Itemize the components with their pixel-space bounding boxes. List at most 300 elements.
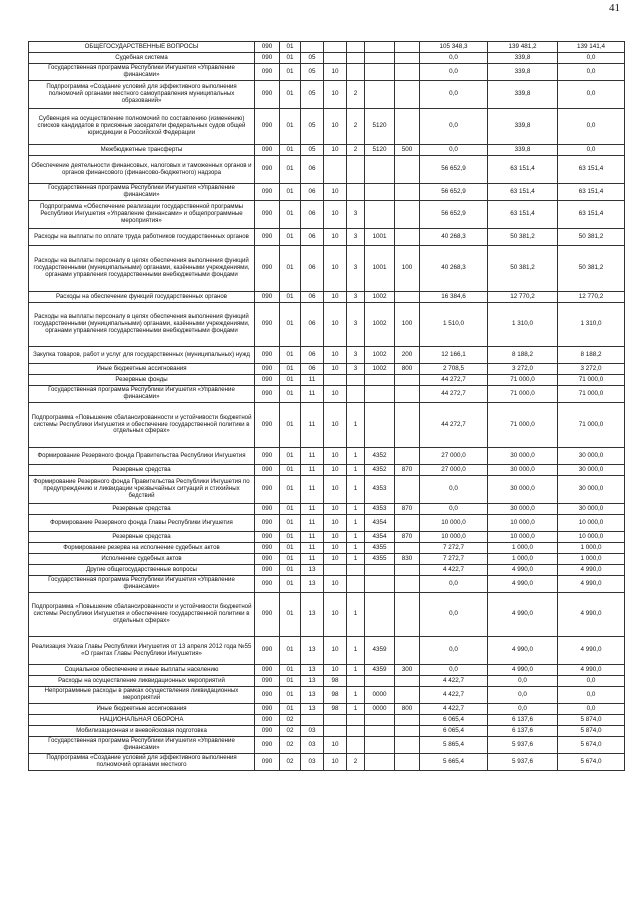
row-cell: 05 (301, 81, 324, 109)
table-row (29, 386, 625, 403)
row-cell: 090 (255, 687, 280, 704)
row-cell: 05 (301, 64, 324, 81)
row-cell (347, 565, 365, 576)
row-cell: 4355 (365, 554, 395, 565)
row-cell (395, 229, 420, 246)
row-cell: 06 (301, 292, 324, 303)
row-cell: 01 (280, 665, 301, 676)
row-cell: 090 (255, 726, 280, 737)
row-cell: 090 (255, 109, 280, 145)
row-cell: 10 000,0 (488, 515, 558, 532)
row-cell: 100 (395, 303, 420, 347)
row-name: Государственная программа Республики Ингушетия «Управление финансами» (29, 386, 255, 403)
table-row (29, 515, 625, 532)
row-cell: 01 (280, 554, 301, 565)
row-cell: 10 (324, 364, 347, 375)
table-row (29, 109, 625, 145)
row-cell: 139 141,4 (558, 42, 625, 53)
row-cell: 3 (347, 347, 365, 364)
row-cell: 0,0 (558, 53, 625, 64)
table-row (29, 715, 625, 726)
row-cell (365, 42, 395, 53)
row-cell: 4 422,7 (420, 704, 488, 715)
row-cell: 30 000,0 (488, 465, 558, 476)
row-name: Иные бюджетные ассигнования (29, 704, 255, 715)
row-cell: 30 000,0 (558, 504, 625, 515)
row-cell: 01 (280, 201, 301, 229)
row-cell: 4 422,7 (420, 565, 488, 576)
row-cell: 2 (347, 754, 365, 771)
row-cell (347, 64, 365, 81)
row-cell: 4 990,0 (488, 593, 558, 637)
row-cell: 63 151,4 (488, 156, 558, 184)
row-cell (324, 565, 347, 576)
row-cell (324, 156, 347, 184)
row-cell: 13 (301, 576, 324, 593)
row-cell: 1 000,0 (558, 554, 625, 565)
table-row (29, 543, 625, 554)
row-cell: 1002 (365, 303, 395, 347)
row-cell: 090 (255, 543, 280, 554)
row-cell: 6 137,6 (488, 726, 558, 737)
row-cell: 27 000,0 (420, 465, 488, 476)
row-cell: 4 422,7 (420, 676, 488, 687)
row-cell (395, 754, 420, 771)
row-cell: 01 (280, 303, 301, 347)
row-name: Подпрограмма «Повышение сбалансированности и устойчивости бюджетной системы Республики Ингушетия и обеспечение государственной политики в отдельных сферах» (29, 593, 255, 637)
row-name: Расходы на обеспечение функций государственных органов (29, 292, 255, 303)
row-cell: 0,0 (488, 704, 558, 715)
row-cell: 63 151,4 (558, 201, 625, 229)
row-cell: 5 865,4 (420, 737, 488, 754)
row-cell: 01 (280, 637, 301, 665)
row-cell (347, 156, 365, 184)
row-cell: 4 990,0 (558, 593, 625, 637)
table-row (29, 754, 625, 771)
row-cell: 71 000,0 (558, 375, 625, 386)
row-cell: 71 000,0 (488, 386, 558, 403)
row-cell: 1001 (365, 229, 395, 246)
row-cell (347, 576, 365, 593)
row-cell (347, 676, 365, 687)
row-cell: 10 (324, 145, 347, 156)
row-name: Подпрограмма «Создание условий для эффективного выполнения полномочий органами местного самоуправления муниципальных образований» (29, 81, 255, 109)
row-cell: 8 188,2 (488, 347, 558, 364)
row-name: Закупка товаров, работ и услуг для государственных (муниципальных) нужд (29, 347, 255, 364)
row-cell: 1 310,0 (558, 303, 625, 347)
row-name: Исполнение судебных актов (29, 554, 255, 565)
row-cell (365, 737, 395, 754)
row-cell: 1 000,0 (488, 554, 558, 565)
row-cell (347, 375, 365, 386)
row-cell: 0,0 (420, 504, 488, 515)
row-cell (395, 543, 420, 554)
row-cell: 1 (347, 543, 365, 554)
row-cell: 01 (280, 676, 301, 687)
row-cell: 090 (255, 504, 280, 515)
row-cell: 03 (301, 726, 324, 737)
row-cell: 1 (347, 515, 365, 532)
row-cell: 7 272,7 (420, 554, 488, 565)
row-cell: 10 (324, 386, 347, 403)
row-cell (395, 676, 420, 687)
row-cell: 090 (255, 347, 280, 364)
table-row (29, 156, 625, 184)
row-cell: 2 (347, 81, 365, 109)
row-cell: 1002 (365, 364, 395, 375)
row-cell: 13 (301, 676, 324, 687)
row-cell: 10 000,0 (558, 515, 625, 532)
row-cell: 01 (280, 704, 301, 715)
row-cell: 56 652,9 (420, 184, 488, 201)
row-cell: 10 000,0 (488, 532, 558, 543)
table-row (29, 303, 625, 347)
table-row (29, 184, 625, 201)
row-cell: 090 (255, 364, 280, 375)
row-cell (395, 726, 420, 737)
row-name: Резервные средства (29, 504, 255, 515)
row-cell: 63 151,4 (558, 184, 625, 201)
row-cell: 01 (280, 543, 301, 554)
row-cell: 090 (255, 576, 280, 593)
row-cell: 090 (255, 715, 280, 726)
row-cell (301, 42, 324, 53)
row-cell (395, 565, 420, 576)
row-cell: 4353 (365, 504, 395, 515)
row-cell: 10 (324, 593, 347, 637)
table-row (29, 201, 625, 229)
row-cell: 1 510,0 (420, 303, 488, 347)
row-cell: 10 (324, 448, 347, 465)
row-cell: 339,8 (488, 81, 558, 109)
row-cell: 10 (324, 515, 347, 532)
row-cell: 10 (324, 554, 347, 565)
row-cell: 090 (255, 704, 280, 715)
row-cell: 5 674,0 (558, 737, 625, 754)
row-cell: 0,0 (420, 476, 488, 504)
table-row (29, 637, 625, 665)
row-cell: 50 381,2 (488, 246, 558, 292)
row-cell (324, 42, 347, 53)
row-cell: 870 (395, 504, 420, 515)
row-cell: 63 151,4 (558, 156, 625, 184)
row-cell: 11 (301, 386, 324, 403)
table-row (29, 737, 625, 754)
table-row (29, 145, 625, 156)
table-row (29, 504, 625, 515)
row-name: НАЦИОНАЛЬНАЯ ОБОРОНА (29, 715, 255, 726)
row-name: Государственная программа Республики Ингушетия «Управление финансами» (29, 64, 255, 81)
row-cell: 30 000,0 (558, 465, 625, 476)
row-cell: 0,0 (420, 576, 488, 593)
row-cell: 3 272,0 (558, 364, 625, 375)
row-cell: 12 770,2 (488, 292, 558, 303)
row-cell: 06 (301, 229, 324, 246)
row-cell: 05 (301, 145, 324, 156)
row-cell: 090 (255, 565, 280, 576)
row-cell: 6 065,4 (420, 726, 488, 737)
row-cell: 1001 (365, 246, 395, 292)
row-cell: 12 770,2 (558, 292, 625, 303)
row-cell: 11 (301, 448, 324, 465)
row-cell (365, 576, 395, 593)
table-row (29, 229, 625, 246)
row-cell: 11 (301, 532, 324, 543)
row-cell: 090 (255, 229, 280, 246)
row-cell: 090 (255, 375, 280, 386)
row-cell: 5 937,6 (488, 737, 558, 754)
row-cell: 090 (255, 476, 280, 504)
row-cell (395, 375, 420, 386)
row-cell: 090 (255, 593, 280, 637)
row-cell: 1 310,0 (488, 303, 558, 347)
table-row (29, 246, 625, 292)
row-cell: 01 (280, 687, 301, 704)
row-cell: 8 188,2 (558, 347, 625, 364)
row-cell: 0,0 (420, 637, 488, 665)
row-cell (347, 42, 365, 53)
row-cell: 01 (280, 109, 301, 145)
row-cell: 10 (324, 465, 347, 476)
row-cell (395, 156, 420, 184)
row-cell: 0,0 (558, 64, 625, 81)
row-cell (347, 386, 365, 403)
row-cell: 4354 (365, 515, 395, 532)
row-cell: 44 272,7 (420, 375, 488, 386)
table-row (29, 364, 625, 375)
row-cell: 13 (301, 704, 324, 715)
row-cell: 6 065,4 (420, 715, 488, 726)
table-row (29, 403, 625, 448)
table-row (29, 665, 625, 676)
row-name: Расходы на выплаты по оплате труда работников государственных органов (29, 229, 255, 246)
row-cell: 10 (324, 576, 347, 593)
row-cell (347, 726, 365, 737)
row-cell: 13 (301, 565, 324, 576)
row-cell: 1 (347, 665, 365, 676)
row-cell: 01 (280, 465, 301, 476)
row-cell: 090 (255, 201, 280, 229)
row-cell: 01 (280, 403, 301, 448)
row-cell: 13 (301, 637, 324, 665)
row-cell: 01 (280, 364, 301, 375)
row-cell: 01 (280, 532, 301, 543)
row-cell: 5 665,4 (420, 754, 488, 771)
row-cell (395, 184, 420, 201)
row-name: Межбюджетные трансферты (29, 145, 255, 156)
row-cell: 1 (347, 504, 365, 515)
row-cell: 090 (255, 676, 280, 687)
row-cell: 30 000,0 (488, 476, 558, 504)
row-cell: 06 (301, 303, 324, 347)
row-cell: 10 (324, 403, 347, 448)
row-cell (365, 754, 395, 771)
row-cell: 090 (255, 754, 280, 771)
row-cell: 1 (347, 465, 365, 476)
row-cell: 139 481,2 (488, 42, 558, 53)
row-cell: 11 (301, 554, 324, 565)
row-cell: 0,0 (420, 665, 488, 676)
row-cell (365, 593, 395, 637)
row-cell (395, 593, 420, 637)
row-cell (365, 53, 395, 64)
row-cell (324, 375, 347, 386)
row-cell (395, 687, 420, 704)
row-cell: 03 (301, 754, 324, 771)
row-cell: 090 (255, 554, 280, 565)
table-row (29, 704, 625, 715)
row-cell: 0,0 (420, 53, 488, 64)
row-cell: 02 (280, 726, 301, 737)
row-cell: 10 (324, 476, 347, 504)
row-cell: 870 (395, 532, 420, 543)
row-cell: 4353 (365, 476, 395, 504)
row-cell: 800 (395, 704, 420, 715)
row-cell (347, 53, 365, 64)
row-cell: 11 (301, 476, 324, 504)
row-cell: 03 (301, 737, 324, 754)
row-cell: 4 990,0 (488, 576, 558, 593)
row-name: Формирование резерва на исполнение судебных актов (29, 543, 255, 554)
table-row (29, 465, 625, 476)
row-cell: 0,0 (420, 109, 488, 145)
row-cell: 10 (324, 737, 347, 754)
row-cell (365, 64, 395, 81)
row-cell: 090 (255, 515, 280, 532)
row-cell: 4 990,0 (488, 565, 558, 576)
row-cell: 090 (255, 81, 280, 109)
row-cell (395, 637, 420, 665)
row-cell: 5 874,0 (558, 726, 625, 737)
row-cell: 090 (255, 448, 280, 465)
row-cell: 0,0 (420, 64, 488, 81)
row-cell: 090 (255, 403, 280, 448)
row-cell: 1 (347, 448, 365, 465)
table-row (29, 81, 625, 109)
row-cell (365, 715, 395, 726)
row-name: Резервные средства (29, 532, 255, 543)
row-cell: 870 (395, 465, 420, 476)
row-cell: 0000 (365, 704, 395, 715)
row-cell: 4354 (365, 532, 395, 543)
row-cell (324, 726, 347, 737)
row-cell (365, 676, 395, 687)
row-cell: 71 000,0 (488, 375, 558, 386)
table-row (29, 476, 625, 504)
row-cell: 10 (324, 184, 347, 201)
row-cell: 10 000,0 (420, 532, 488, 543)
row-cell: 10 (324, 754, 347, 771)
row-cell: 11 (301, 515, 324, 532)
row-name: Государственная программа Республики Ингушетия «Управление финансами» (29, 576, 255, 593)
row-cell: 10 (324, 109, 347, 145)
row-cell: 11 (301, 465, 324, 476)
row-cell: 13 (301, 593, 324, 637)
row-cell (395, 42, 420, 53)
row-cell: 02 (280, 737, 301, 754)
row-cell: 98 (324, 704, 347, 715)
row-cell: 01 (280, 229, 301, 246)
budget-table (28, 41, 625, 771)
row-cell: 01 (280, 184, 301, 201)
row-cell: 10 (324, 665, 347, 676)
row-cell: 0000 (365, 687, 395, 704)
row-cell: 4355 (365, 543, 395, 554)
row-cell: 4 990,0 (488, 665, 558, 676)
row-cell: 01 (280, 476, 301, 504)
row-cell: 1 (347, 554, 365, 565)
row-name: Расходы на выплаты персоналу в целях обеспечения выполнения функций государственными (муниципальными) органами, казёнными учреждениями, органами управления государственными внебюджетными фондами (29, 246, 255, 292)
row-cell: 01 (280, 292, 301, 303)
row-cell: 98 (324, 687, 347, 704)
row-cell: 10 (324, 347, 347, 364)
table-row (29, 292, 625, 303)
row-cell: 44 272,7 (420, 386, 488, 403)
row-cell: 01 (280, 593, 301, 637)
row-cell (395, 386, 420, 403)
row-cell (395, 53, 420, 64)
row-name: Формирование Резервного фонда Правительства Республики Ингушетия (29, 448, 255, 465)
row-cell: 090 (255, 64, 280, 81)
row-cell (365, 375, 395, 386)
row-cell: 4 990,0 (558, 637, 625, 665)
row-cell: 3 (347, 201, 365, 229)
row-cell: 06 (301, 201, 324, 229)
row-name: ОБЩЕГОСУДАРСТВЕННЫЕ ВОПРОСЫ (29, 42, 255, 53)
row-cell: 4 990,0 (558, 565, 625, 576)
row-cell: 11 (301, 543, 324, 554)
row-name: Подпрограмма «Обеспечение реализации государственной программы Республики Ингушетия «Управление финансами» и общепрограммные мероприятия» (29, 201, 255, 229)
row-cell (365, 726, 395, 737)
row-cell: 0,0 (558, 145, 625, 156)
row-cell: 13 (301, 687, 324, 704)
row-name: Подпрограмма «Повышение сбалансированности и устойчивости бюджетной системы Республики Ингушетия и обеспечение государственной политики в отдельных сферах» (29, 403, 255, 448)
row-cell (395, 515, 420, 532)
row-cell: 105 348,3 (420, 42, 488, 53)
row-cell: 01 (280, 81, 301, 109)
row-cell: 11 (301, 403, 324, 448)
row-name: Формирование Резервного фонда Главы Республики Ингушетия (29, 515, 255, 532)
row-cell: 1 000,0 (488, 543, 558, 554)
row-cell: 090 (255, 42, 280, 53)
row-cell: 10 000,0 (558, 532, 625, 543)
table-row (29, 726, 625, 737)
row-cell (395, 476, 420, 504)
row-cell: 63 151,4 (488, 184, 558, 201)
row-cell: 339,8 (488, 109, 558, 145)
row-cell: 090 (255, 532, 280, 543)
row-cell: 0,0 (420, 593, 488, 637)
table-row (29, 532, 625, 543)
row-cell: 090 (255, 665, 280, 676)
table-row (29, 593, 625, 637)
row-name: Иные бюджетные ассигнования (29, 364, 255, 375)
row-cell: 4 990,0 (558, 576, 625, 593)
row-cell: 13 (301, 665, 324, 676)
row-name: Социальное обеспечение и иные выплаты населению (29, 665, 255, 676)
row-name: Реализация Указа Главы Республики Ингушетия от 13 апреля 2012 года №55 «О грантах Главы Республики Ингушетия» (29, 637, 255, 665)
row-cell (395, 292, 420, 303)
row-cell: 500 (395, 145, 420, 156)
row-cell (324, 715, 347, 726)
row-cell: 1 (347, 532, 365, 543)
row-cell: 10 000,0 (420, 515, 488, 532)
row-cell: 10 (324, 303, 347, 347)
row-cell: 5120 (365, 109, 395, 145)
row-cell: 30 000,0 (558, 448, 625, 465)
row-cell: 1 (347, 637, 365, 665)
row-cell: 5 937,6 (488, 754, 558, 771)
